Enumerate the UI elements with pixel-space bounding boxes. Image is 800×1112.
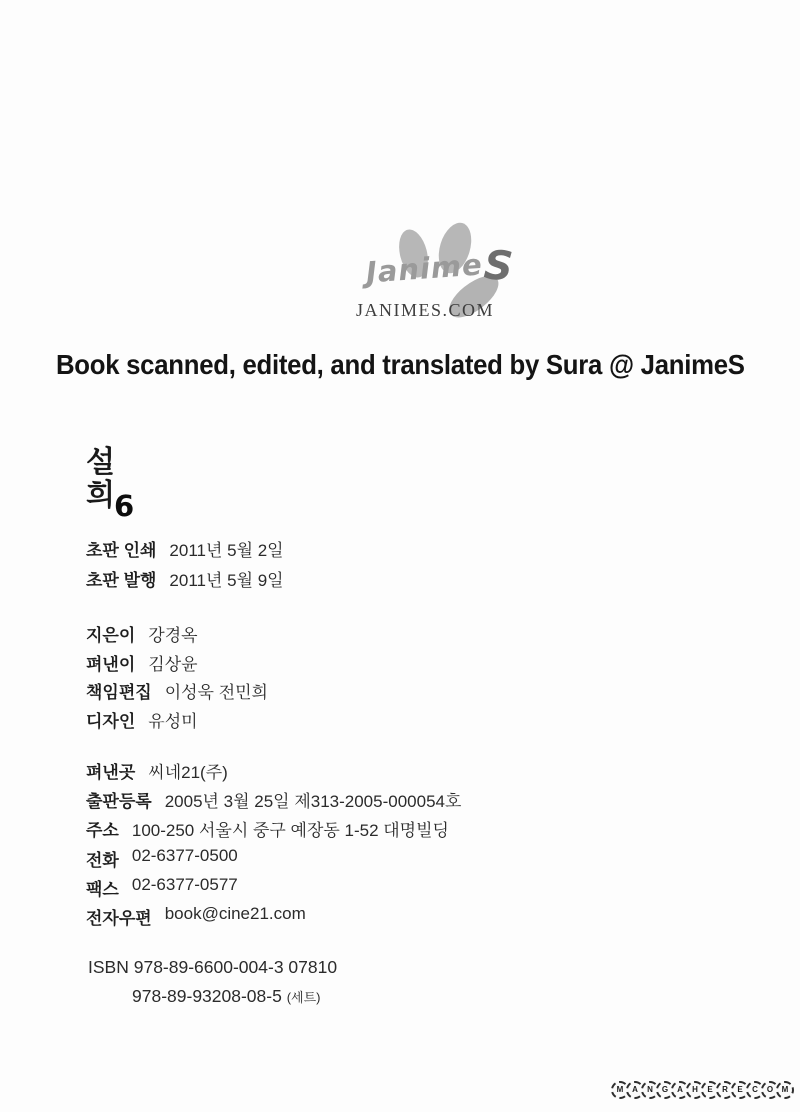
- isbn-set-suffix: (세트): [286, 990, 321, 1005]
- logo-wordmark-main: Janime: [364, 247, 484, 290]
- watermark-letter-badge: M: [776, 1081, 794, 1099]
- row-label: 출판등록: [86, 792, 152, 812]
- logo-wordmark-s: S: [482, 242, 516, 291]
- colophon-row: [86, 536, 284, 566]
- watermark-letter-badge: E: [731, 1081, 749, 1099]
- row-value: 2011년 5월 9일: [169, 571, 284, 590]
- translator-credit: [0, 349, 800, 381]
- janimes-logo: [340, 220, 516, 325]
- row-label: 디자인: [86, 711, 136, 731]
- watermark-letter-badge: A: [671, 1081, 689, 1099]
- row-value: 씨네21(주): [148, 763, 228, 782]
- colophon-row: [86, 758, 461, 787]
- colophon-row: [86, 678, 268, 707]
- watermark-letter-badge: R: [716, 1081, 734, 1099]
- colophon-row: [86, 650, 268, 679]
- colophon-row: [86, 707, 268, 736]
- logo-site-text: JANIMES.COM: [355, 300, 495, 320]
- row-value: 2005년 3월 25일 제313-2005-000054호: [164, 792, 462, 812]
- isbn-block: [88, 957, 337, 1015]
- watermark-letter-badge: E: [701, 1081, 719, 1099]
- translator-credit-text: Book scanned, edited, and translated by Sura @ JanimeS: [55, 349, 745, 380]
- isbn-value-2: 978-89-93208-08-5: [132, 986, 282, 1006]
- row-label: 팩스: [86, 879, 119, 899]
- watermark-letter-badge: C: [746, 1081, 764, 1099]
- row-value: 02-6377-0500: [131, 845, 238, 865]
- watermark-letter-badge: A: [626, 1081, 644, 1099]
- row-label: 책임편집: [86, 683, 152, 702]
- row-label: 펴낸곳: [86, 763, 136, 782]
- colophon-row: [86, 904, 461, 933]
- row-value: book@cine21.com: [164, 903, 306, 923]
- row-label: 초판 인쇄: [86, 541, 157, 560]
- watermark-letter-badge: M: [611, 1081, 629, 1099]
- colophon-row: [86, 621, 268, 650]
- row-value: 강경옥: [148, 626, 198, 645]
- row-value: 02-6377-0577: [131, 874, 238, 894]
- watermark-letter-badge: O: [761, 1081, 779, 1099]
- row-value: 유성미: [148, 711, 198, 731]
- row-label: 지은이: [86, 626, 136, 645]
- row-value: 김상윤: [148, 654, 198, 674]
- colophon-row: [86, 816, 461, 845]
- volume-number: 6: [114, 489, 135, 523]
- title-char-1: 설: [86, 446, 115, 479]
- colophon-row: [86, 566, 284, 596]
- row-label: 전자우편: [86, 908, 152, 928]
- row-label: 펴낸이: [86, 654, 136, 674]
- row-label: 주소: [86, 821, 119, 841]
- isbn-line-2: [132, 986, 337, 1015]
- print-dates-group: [86, 536, 284, 596]
- mangahere-watermark: [614, 1081, 794, 1099]
- book-title: [86, 446, 176, 531]
- isbn-line-1: [88, 957, 337, 986]
- title-char-2: 희: [86, 479, 115, 512]
- staff-credits-group: [86, 621, 268, 735]
- watermark-letter-badge: G: [656, 1081, 674, 1099]
- isbn-label: ISBN: [88, 957, 129, 977]
- watermark-letter-badge: N: [641, 1081, 659, 1099]
- colophon-row: [86, 846, 461, 875]
- row-value: 100-250 서울시 중구 예장동 1-52 대명빌딩: [131, 821, 449, 841]
- watermark-letter-badge: H: [686, 1081, 704, 1099]
- colophon-row: [86, 875, 461, 904]
- row-label: 초판 발행: [86, 571, 157, 590]
- isbn-value-1: 978-89-6600-004-3 07810: [133, 957, 338, 977]
- publisher-info-group: [86, 758, 461, 933]
- row-value: 이성욱 전민희: [164, 683, 268, 702]
- row-value: 2011년 5월 2일: [169, 541, 284, 560]
- row-label: 전화: [86, 850, 119, 870]
- colophon-row: [86, 787, 461, 816]
